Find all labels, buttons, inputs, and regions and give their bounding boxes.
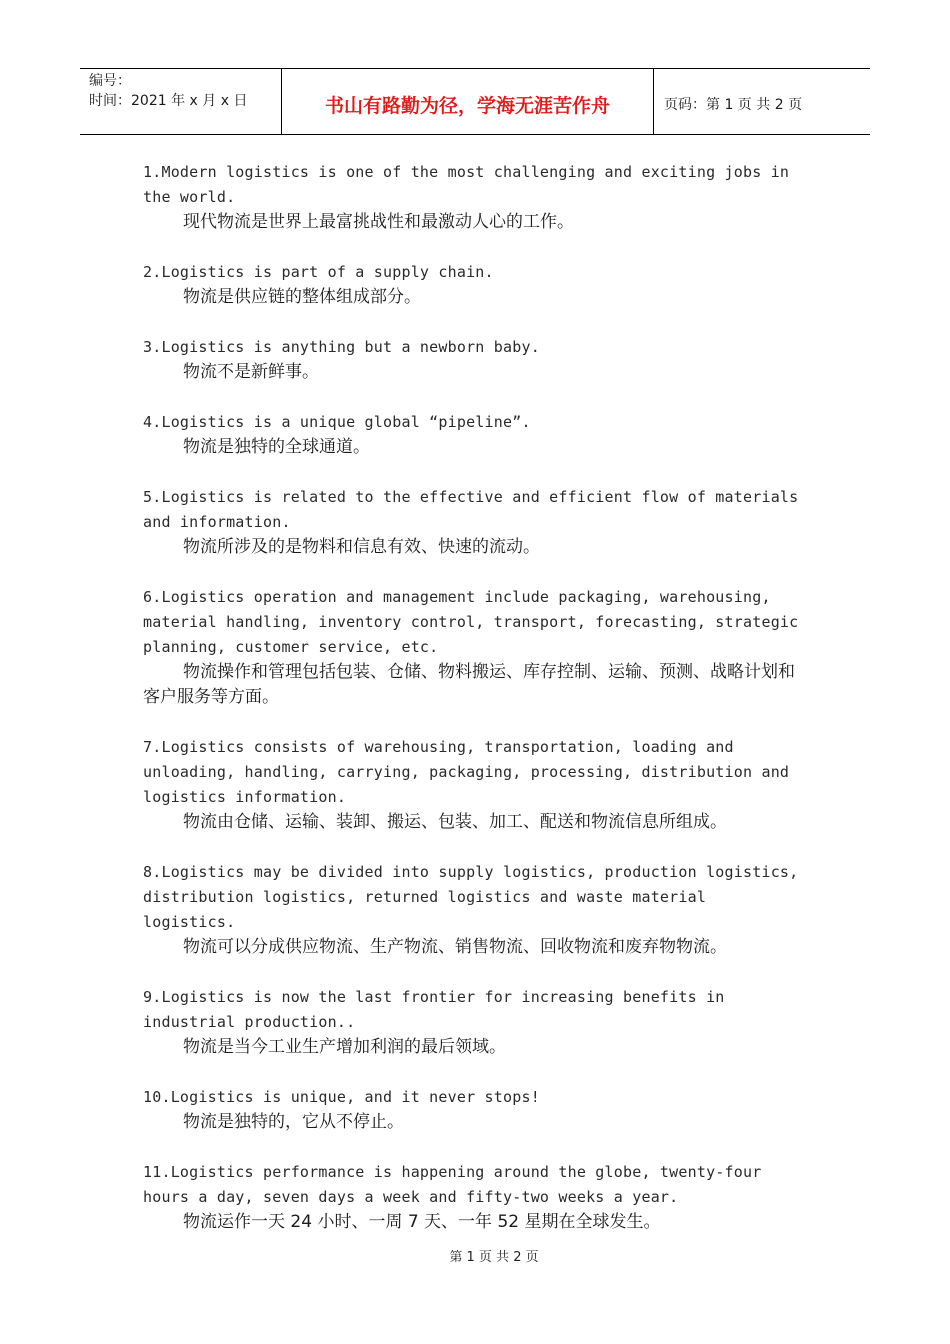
list-item	[143, 485, 808, 560]
chinese-translation: 物流是独特的，它从不停止。	[183, 1112, 404, 1132]
list-item	[143, 735, 803, 835]
list-item	[143, 160, 803, 235]
english-sentence: 7.Logistics consists of warehousing, transportation, loading and unloading, handling, carrying, packaging, processing, distribution and logistics information.	[143, 738, 799, 806]
list-item	[143, 985, 803, 1060]
chinese-translation: 物流由仓储、运输、装卸、搬运、包装、加工、配送和物流信息所组成。	[183, 812, 727, 832]
header-motto: 书山有路勤为径，学海无涯苦作舟	[282, 69, 654, 134]
header-meta	[80, 69, 282, 134]
chinese-translation: 物流不是新鲜事。	[183, 362, 319, 382]
page-footer: 第 1 页 共 2 页	[449, 1250, 539, 1265]
english-sentence: 6.Logistics operation and management include packaging, warehousing, material handling, inventory control, transport, forecasting, strategic planning, customer service, etc.	[143, 588, 808, 656]
chinese-translation: 物流是当今工业生产增加利润的最后领域。	[183, 1037, 506, 1057]
chinese-translation: 现代物流是世界上最富挑战性和最激动人心的工作。	[183, 212, 574, 232]
chinese-translation: 物流可以分成供应物流、生产物流、销售物流、回收物流和废弃物物流。	[183, 937, 727, 957]
list-item	[143, 1085, 803, 1135]
english-sentence: 1.Modern logistics is one of the most challenging and exciting jobs in the world.	[143, 163, 799, 206]
english-sentence: 8.Logistics may be divided into supply logistics, production logistics, distribution logistics, returned logistics and waste material logistics.	[143, 863, 808, 931]
english-sentence: 5.Logistics is related to the effective and efficient flow of materials and information.	[143, 488, 808, 531]
chinese-translation: 物流是供应链的整体组成部分。	[183, 287, 421, 307]
list-item	[143, 585, 808, 710]
list-item	[143, 410, 803, 460]
chinese-translation: 物流所涉及的是物料和信息有效、快速的流动。	[183, 537, 540, 557]
document-body	[143, 160, 808, 1260]
english-sentence: 11.Logistics performance is happening around the globe, twenty-four hours a day, seven days a week and fifty-two weeks a year.	[143, 1163, 771, 1206]
list-item	[143, 860, 808, 960]
list-item	[143, 335, 803, 385]
chinese-translation: 物流是独特的全球通道。	[183, 437, 370, 457]
list-item	[143, 1160, 803, 1235]
page-header	[80, 68, 870, 135]
english-sentence: 3.Logistics is anything but a newborn baby.	[143, 338, 540, 356]
chinese-translation: 物流操作和管理包括包装、仓储、物料搬运、库存控制、运输、预测、战略计划和客户服务等方面。	[143, 662, 795, 707]
chinese-translation: 物流运作一天 24 小时、一周 7 天、一年 52 星期在全球发生。	[183, 1212, 661, 1232]
english-sentence: 10.Logistics is unique, and it never stops!	[143, 1088, 540, 1106]
header-page-info: 页码：第 1 页 共 2 页	[664, 96, 803, 113]
number-label: 编号：	[89, 73, 131, 89]
english-sentence: 4.Logistics is a unique global “pipeline”.	[143, 413, 531, 431]
english-sentence: 9.Logistics is now the last frontier for increasing benefits in industrial production..	[143, 988, 734, 1031]
list-item	[143, 260, 803, 310]
english-sentence: 2.Logistics is part of a supply chain.	[143, 263, 494, 281]
time-label: 时间：2021 年 x 月 x 日	[89, 93, 248, 109]
